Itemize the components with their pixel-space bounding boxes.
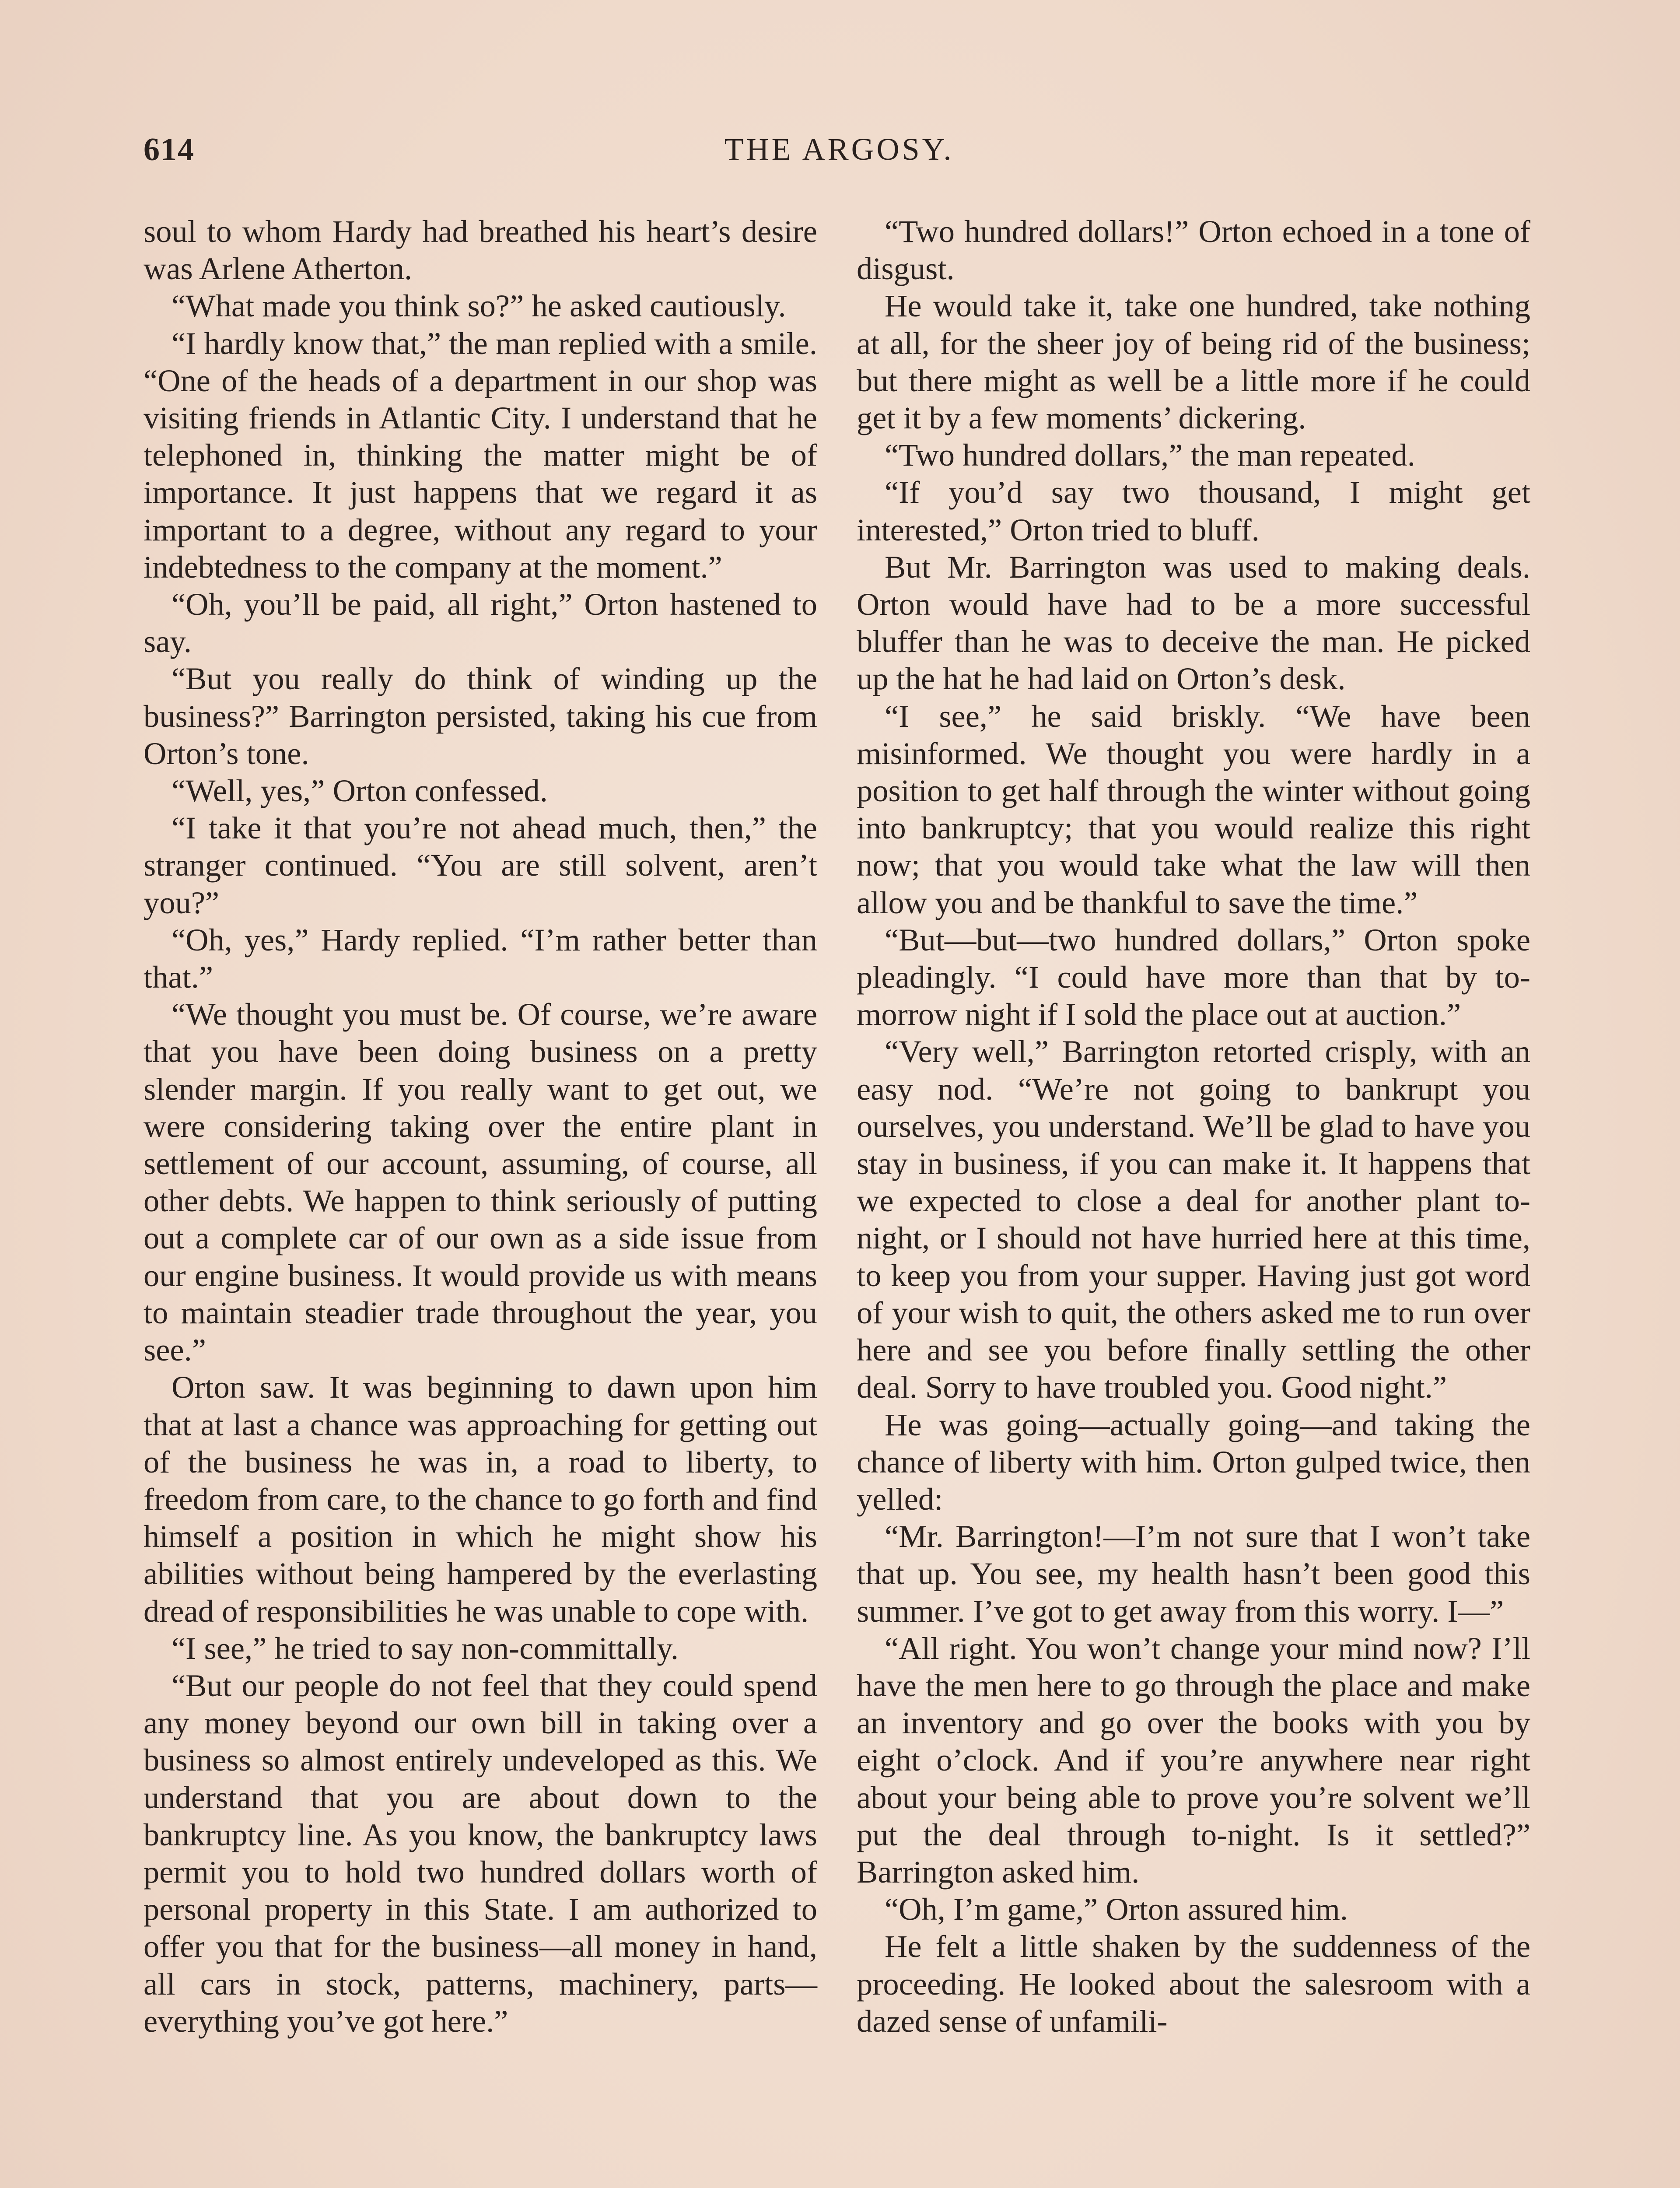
paragraph: “Well, yes,” Orton confessed.: [172, 773, 548, 809]
paragraph: Orton saw. It was beginning to dawn upon him that at last a chance was approaching for getting out of the business he was in, a road to liberty, to freedom from care, to the chance to go forth and find himself a position in which he might show his abilities without being hampered by the everlasting dread of responsibilities he was unable to cope with.: [144, 1369, 817, 1629]
paragraph: “Two hundred dollars,” the man repeated.: [885, 437, 1415, 473]
paragraph: “Mr. Barrington!—I’m not sure that I won’t take that up. You see, my health hasn’t been good this summer. I’ve got to get away from this worry. I—”: [857, 1518, 1530, 1629]
paragraph: “But—but—two hundred dollars,” Orton spoke pleadingly. “I could have more than that by to-morrow night if I sold the place out at auction.”: [857, 922, 1530, 1032]
paragraph: “Two hundred dollars!” Orton echoed in a tone of disgust.: [857, 214, 1530, 287]
paragraph: He was going—actually going—and taking the chance of liberty with him. Orton gulped twice, then yelled:: [857, 1406, 1530, 1517]
paragraph: He would take it, take one hundred, take nothing at all, for the sheer joy of being rid of the business; but there might as well be a little more if he could get it by a few moments’ dickering.: [857, 288, 1530, 436]
paragraph: “I see,” he said briskly. “We have been misinformed. We thought you were hardly in a position to get half through the winter without going into bankruptcy; that you would realize this right now; that you would take what the law will then allow you and be thankful to save the time.”: [857, 698, 1530, 920]
paragraph: “What made you think so?” he asked cautiously.: [172, 288, 786, 324]
paragraph: “If you’d say two thousand, I might get interested,” Orton tried to bluff.: [857, 474, 1530, 547]
paragraph: “We thought you must be. Of course, we’re aware that you have been doing business on a pretty slender margin. If you really want to get out, we were considering taking over the entire plant in settlement of our account, assuming, of course, all other debts. We happen to think seriously of putting out a complete car of our own as a side issue from our engine business. It would provide us with means to maintain steadier trade throughout the year, you see.”: [144, 996, 817, 1368]
paragraph: “Oh, I’m game,” Orton assured him.: [885, 1891, 1348, 1927]
paragraph: “Oh, yes,” Hardy replied. “I’m rather better than that.”: [144, 922, 817, 995]
paragraph: “I take it that you’re not ahead much, then,” the stranger continued. “You are still solvent, aren’t you?”: [144, 810, 817, 920]
left-column: [144, 213, 817, 2040]
paragraph: “I see,” he tried to say non-committally.: [172, 1630, 679, 1666]
paragraph: He felt a little shaken by the suddenness of the proceeding. He looked about the salesroom with a dazed sense of unfamili-: [857, 1929, 1530, 2039]
page-number: 614: [144, 132, 195, 168]
paragraph: “But our people do not feel that they could spend any money beyond our own bill in taking over a business so almost entirely undeveloped as this. We understand that you are about down to the bankruptcy line. As you know, the bankruptcy laws permit you to hold two hundred dollars worth of personal property in this State. I am authorized to offer you that for the business—all money in hand, all cars in stock, patterns, machinery, parts—everything you’ve got here.”: [144, 1667, 817, 2039]
paragraph: “All right. You won’t change your mind now? I’ll have the men here to go through the place and make an inventory and go over the books with you by eight o’clock. And if you’re anywhere near right about your being able to prove you’re solvent we’ll put the deal through to-night. Is it settled?” Barrington asked him.: [857, 1630, 1530, 1890]
paragraph: “Oh, you’ll be paid, all right,” Orton hastened to say.: [144, 586, 817, 659]
paragraph: “But you really do think of winding up the business?” Barrington persisted, taking his cue from Orton’s tone.: [144, 661, 817, 771]
paragraph: But Mr. Barrington was used to making deals. Orton would have had to be a more successful bluffer than he was to deceive the man. He picked up the hat he had laid on Orton’s desk.: [857, 549, 1530, 697]
paragraph: “Very well,” Barrington retorted crisply, with an easy nod. “We’re not going to bankrupt you ourselves, you understand. We’ll be glad to have you stay in business, if you can make it. It happens that we expected to close a deal for another plant to-night, or I should not have hurried here at this time, to keep you from your supper. Having just got word of your wish to quit, the others asked me to run over here and see you before finally settling the other deal. Sorry to have troubled you. Good night.”: [857, 1034, 1530, 1405]
right-column: [857, 213, 1530, 2040]
page-header: [144, 131, 1535, 179]
paragraph: “I hardly know that,” the man replied with a smile. “One of the heads of a department in our shop was visiting friends in Atlantic City. I understand that he telephoned in, thinking the matter might be of importance. It just happens that we regard it as important to a degree, without any regard to your indebtedness to the company at the moment.”: [144, 325, 817, 585]
paragraph: soul to whom Hardy had breathed his heart’s desire was Arlene Atherton.: [144, 214, 817, 287]
running-title: THE ARGOSY.: [724, 132, 954, 167]
